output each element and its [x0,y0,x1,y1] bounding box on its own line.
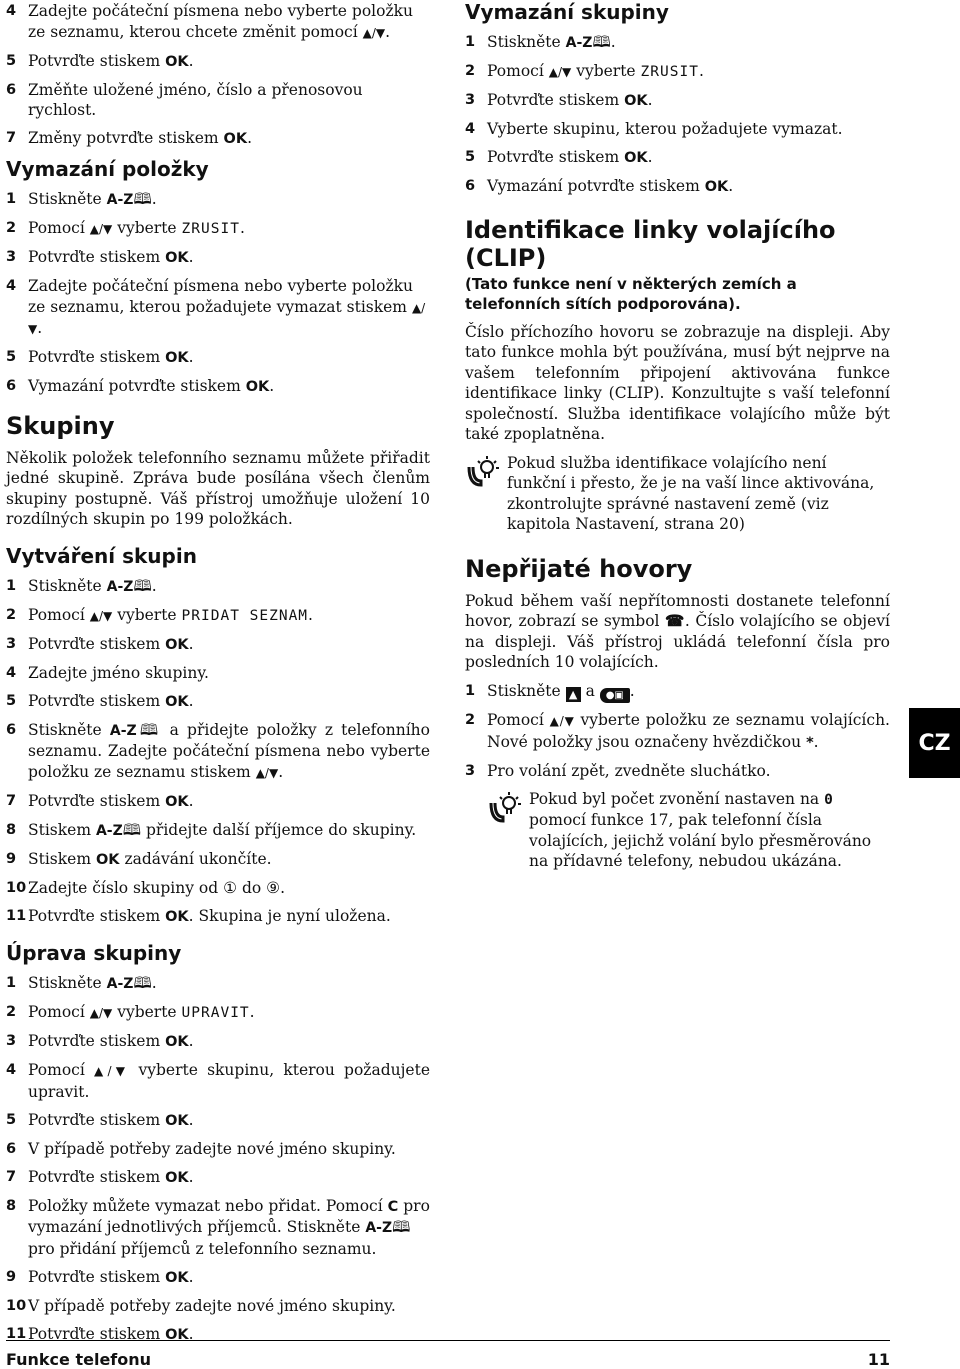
step-text-mid: pro vymazání jednotlivých příjemců. Stiskněte [28,1196,430,1236]
step-number: 3 [465,762,476,779]
book-icon: 🕮 [122,820,142,839]
footer-divider [6,1340,890,1341]
book-icon: 🕮 [592,33,611,51]
star-key: * [806,734,814,751]
tip-text: Pokud služba identifikace volajícího není funkční i přesto, že je na vaší lince aktivována, zkontrolujte správné nastavení země (viz kapitola Nastavení, strana 20) [507,453,875,533]
step-text-end: . [610,33,616,51]
step-text-end: . [280,878,286,897]
ok-key: OK [165,53,189,70]
step-text: Pomocí [28,1003,85,1021]
step-text-end: . [385,22,391,41]
step-intro-6 [6,80,430,121]
step-text-mid: vyberte [117,1003,177,1021]
step-number: 10 [6,879,27,896]
step-text: Zadejte počáteční písmena nebo vyberte položku ze seznamu, kterou požadujete vymazat stiskem [28,277,413,316]
step-number: 6 [6,1140,17,1157]
step-text: Zadejte počáteční písmena nebo vyberte položku ze seznamu, kterou chcete změnit pomocí [28,2,413,41]
step-number: 3 [6,1033,17,1049]
step-number: 2 [6,220,17,236]
lcd-zero: 0 [824,791,834,808]
step-text: Stiskněte [487,681,561,700]
step-delgroup-3 [465,90,890,112]
step-number: 1 [465,34,476,50]
step-text: V případě potřeby zadejte nové jméno skupiny. [28,1296,396,1315]
ok-key: OK [624,150,648,166]
step-edit-6 [6,1139,430,1160]
step-create-4 [6,663,430,684]
step-text-end: . [247,129,253,147]
step-text: Změny potvrďte stiskem [28,129,219,147]
ok-key: OK [245,379,270,395]
az-phonebook-key: A-Z [106,578,134,595]
missed-calls-tip [487,789,890,872]
clip-subtitle: (Tato funkce není v některých zemích a telefonních sítích podporována). [465,274,797,313]
step-text: Zadejte jméno skupiny. [28,663,209,682]
right-column [465,0,890,884]
step-text: Pomocí [28,605,85,624]
book-icon: 🕮 [392,1218,411,1236]
up-arrow-key-icon: ▲ [566,687,581,702]
step-text-end: . [188,1267,194,1286]
key-nine-icon: ⑨ [266,878,281,897]
step-text-end: . [188,791,194,810]
step-text: Potvrďte stiskem [28,691,161,710]
groups-description: Několik položek telefonního seznamu můžete přiřadit jedné skupině. Zpráva bude posílána všech členům skupiny postupně. Váš přístroj umožňuje uložení 10 rozdílných skupin po 199 položkách. [6,448,430,528]
step-text: Potvrďte stiskem [28,51,161,70]
step-create-2 [6,605,430,627]
up-down-arrows-icon: ▲/▼ [89,222,113,236]
ok-key: OK [704,179,729,195]
up-down-arrows-icon: ▲/▼ [549,714,575,728]
ok-key: OK [223,131,248,147]
step-missed-2 [465,710,890,753]
step-number: 6 [6,81,17,98]
lcd-text: ZRUSIT [640,64,699,80]
step-text: Potvrďte stiskem [28,348,161,366]
step-text-end: . [188,248,194,266]
ok-key: OK [165,908,189,925]
ok-key: OK [165,793,189,810]
lcd-text: PRIDAT SEZNAM [181,607,309,624]
step-text: Stiskněte [487,33,561,51]
step-edit-3 [6,1031,430,1053]
clip-tip [465,453,890,535]
step-text: Pomocí [28,219,85,237]
step-text: Stiskněte [28,190,102,208]
section-title-edit-group: Úprava skupiny [6,941,182,965]
step-number: 3 [465,92,476,108]
step-text-end: . [37,319,43,337]
missed-calls-description [465,591,890,673]
step-text: Zadejte číslo skupiny od [28,878,219,897]
step-text-end: . [278,762,284,781]
step-text: Změňte uložené jméno, číslo a přenosovou rychlost. [28,80,363,119]
step-number: 4 [6,664,17,681]
book-icon: 🕮 [136,720,162,739]
step-text-end: zadávání ukončíte. [124,849,272,868]
ok-key: OK [624,93,648,109]
ok-key: OK [165,693,189,710]
step-text: Potvrďte stiskem [487,148,620,166]
step-text: Vymazání potvrďte stiskem [28,377,241,395]
step-text: Položky můžete vymazat nebo přidat. Pomocí [28,1196,383,1215]
step-text-mid: a [585,681,595,700]
key-one-icon: ① [223,878,238,897]
c-key: C [387,1198,399,1215]
step-text: Potvrďte stiskem [28,1324,161,1343]
step-create-11 [6,906,430,928]
step-text-end: . [629,681,635,700]
step-text-end: . [188,1167,194,1186]
step-text-end: vyberte skupinu, kterou požadujete upravit. [28,1061,431,1101]
step-number: 3 [6,635,17,652]
step-text-end: . [151,974,157,992]
step-text-end: . [308,605,313,624]
step-delgroup-4 [465,119,890,140]
step-number: 7 [6,792,17,809]
step-number: 5 [6,692,17,709]
step-edit-5 [6,1110,430,1132]
missed-call-symbol-icon: ☎ [665,611,685,630]
ok-key: OK [165,1112,189,1129]
step-edit-2 [6,1002,430,1024]
step-text-end: . [188,1110,194,1129]
az-phonebook-key: A-Z [565,35,593,51]
step-text: Pomocí [487,711,544,729]
step-number: 2 [6,1004,17,1020]
book-icon: 🕮 [133,190,152,208]
step-text-end: . [698,62,704,80]
step-text-mid: do [241,878,262,897]
up-down-arrows-icon: ▲/▼ [28,300,426,336]
section-title-missed-calls: Nepřijaté hovory [465,554,693,583]
step-number: 6 [6,378,17,394]
step-text-end: . [151,190,157,208]
step-text-end: . [151,576,157,595]
step-number: 5 [6,1111,17,1128]
step-number: 4 [6,3,17,19]
body-text-end: . Číslo volajícího se objeví na displeji. Váš přístroj ukládá telefonní čísla pro posledních 10 volajících. [465,612,890,671]
lightbulb-hint-icon [465,453,501,489]
step-delete-5 [6,347,430,369]
step-intro-4 [6,1,430,43]
ok-key: OK [165,1034,189,1050]
step-text: Potvrďte stiskem [28,248,161,266]
book-icon: 🕮 [133,576,152,595]
az-phonebook-key: A-Z [106,192,134,208]
up-down-arrows-icon: ▲/▼ [94,1064,130,1078]
step-text-end: . [188,634,194,653]
az-phonebook-key: A-Z [109,722,137,739]
az-phonebook-key: A-Z [365,1220,393,1236]
step-number: 1 [6,191,17,207]
step-text-end: . [188,348,194,366]
step-text-mid: vyberte položku ze seznamu volajících. Nové položky jsou označeny hvězdičkou [487,711,890,751]
step-text: Potvrďte stiskem [28,1032,161,1050]
step-create-8 [6,820,430,842]
step-text: Potvrďte stiskem [28,1267,161,1286]
step-number: 5 [465,149,476,165]
step-edit-1 [6,973,430,995]
step-text: Stiskem [28,820,92,839]
step-text: Stiskněte [28,974,102,992]
step-missed-1 [465,681,890,703]
step-text-end: . [188,1324,194,1343]
step-text-mid: vyberte [117,219,177,237]
step-number: 5 [6,52,17,69]
language-tab-cz [909,708,960,778]
step-text: Potvrďte stiskem [487,91,620,109]
step-text-end: přidejte další příjemce do skupiny. [145,820,417,839]
step-text: Potvrďte stiskem [28,906,161,925]
step-number: 5 [6,349,17,365]
step-delete-2 [6,218,430,240]
step-number: 8 [6,1197,17,1214]
step-text: Pomocí [487,62,544,80]
section-title-delete-group: Vymazání skupiny [465,0,669,24]
clip-description: Číslo příchozího hovoru se zobrazuje na displeji. Aby tato funkce mohla být používána, musí být nejprve na vašem telefonním připojení aktivována funkce identifikace linky (CLIP). Konzultujte s vaší telefonní společností. Služba identifikace volajícího může být také zpoplatněna. [465,322,890,443]
step-delete-1 [6,189,430,211]
step-number: 3 [6,249,17,265]
step-delete-6 [6,376,430,398]
step-text: Potvrďte stiskem [28,791,161,810]
ok-key: OK [165,1169,189,1186]
step-number: 11 [6,1325,27,1342]
footer-chapter-title: Funkce telefonu [6,1350,152,1369]
section-title-groups: Skupiny [6,411,115,440]
step-create-10 [6,878,430,899]
step-number: 1 [6,975,17,991]
az-phonebook-key: A-Z [95,822,123,839]
step-number: 2 [465,712,476,728]
book-icon: 🕮 [133,974,152,992]
step-text-end: . [269,377,275,395]
step-create-6 [6,720,430,784]
step-text-end: . [647,148,653,166]
ok-key: OK [165,350,189,366]
up-down-arrows-icon: ▲/▼ [89,1006,113,1020]
ok-key: OK [165,1326,189,1343]
step-edit-8 [6,1196,430,1260]
step-intro-5 [6,51,430,73]
tip-text: Pokud byl počet zvonění nastaven na [529,789,820,808]
call-list-key-icon: ●▣ [600,688,630,703]
step-text-end: . [188,51,194,70]
step-text-end: . [813,732,819,751]
step-text-end: . [647,91,653,109]
section-title-delete-entry: Vymazání položky [6,157,209,181]
step-text: Pro volání zpět, zvedněte sluchátko. [487,761,771,780]
page-number: 11 [867,1350,890,1369]
ok-key: OK [95,851,120,868]
step-delete-4 [6,276,430,340]
up-down-arrows-icon: ▲/▼ [548,65,572,79]
step-number: 2 [465,63,476,79]
lightbulb-hint-icon [487,789,523,825]
ok-key: OK [165,636,189,653]
step-delete-3 [6,247,430,269]
step-number: 4 [6,1062,17,1078]
step-text: Potvrďte stiskem [28,1167,161,1186]
tip-text-end: pomocí funkce 17, pak telefonní čísla volajících, jejichž volání bylo přesměrováno na přídavné telefony, nebudou ukázána. [529,811,872,870]
step-edit-7 [6,1167,430,1189]
step-text-end: . [728,177,734,195]
step-create-1 [6,576,430,598]
step-delgroup-1 [465,32,890,54]
step-number: 4 [6,278,17,294]
ok-key: OK [165,1269,189,1286]
step-delgroup-5 [465,147,890,169]
step-create-7 [6,791,430,813]
step-delgroup-2 [465,61,890,83]
step-number: 8 [6,821,17,838]
step-text: Potvrďte stiskem [28,634,161,653]
step-edit-9 [6,1267,430,1289]
step-number: 7 [6,130,17,146]
step-text: Stiskněte [28,576,102,595]
step-number: 9 [6,850,17,867]
step-edit-10 [6,1296,430,1317]
section-title-clip: Identifikace linky volajícího (CLIP) [465,215,836,272]
step-text-end: . [239,219,245,237]
step-text: Stiskem [28,849,92,868]
step-text-end: . Skupina je nyní uložena. [188,906,391,925]
up-down-arrows-icon: ▲/▼ [362,25,386,40]
step-delgroup-6 [465,176,890,198]
step-text: Pomocí [28,1061,85,1079]
lcd-text: ZRUSIT [181,221,240,237]
step-text-mid: vyberte [117,605,177,624]
step-text-end: . [249,1003,255,1021]
step-text: Potvrďte stiskem [28,1110,161,1129]
up-down-arrows-icon: ▲/▼ [89,608,113,623]
step-number: 9 [6,1268,17,1285]
step-number: 1 [465,682,476,699]
step-create-3 [6,634,430,656]
language-tab-label: CZ [918,730,951,756]
step-text: Vymazání potvrďte stiskem [487,177,700,195]
step-text: Vyberte skupinu, kterou požadujete vymazat. [487,120,843,138]
step-text-end: pro přidání příjemců z telefonního seznamu. [28,1239,377,1258]
step-number: 4 [465,121,476,137]
step-edit-11 [6,1324,430,1346]
step-create-5 [6,691,430,713]
step-number: 2 [6,606,17,623]
step-number: 11 [6,907,27,924]
step-text-end: . [188,691,194,710]
step-missed-3 [465,761,890,782]
left-column [6,0,430,1353]
step-number: 6 [465,178,476,194]
step-number: 6 [6,721,17,738]
step-number: 10 [6,1297,27,1314]
step-text: Stiskněte [28,720,102,739]
step-text: V případě potřeby zadejte nové jméno skupiny. [28,1139,396,1158]
ok-key: OK [165,250,189,266]
step-text-end: . [188,1032,194,1050]
up-down-arrows-icon: ▲/▼ [255,765,279,780]
step-text-mid: a přidejte položky z telefonního seznamu. Zadejte počáteční písmena nebo vyberte položku ze seznamu stiskem [28,720,430,781]
section-title-create-group: Vytváření skupin [6,543,197,568]
step-number: 1 [6,577,17,594]
lcd-text: UPRAVIT [181,1005,250,1021]
step-number: 7 [6,1168,17,1185]
step-intro-7 [6,128,430,150]
step-text-mid: vyberte [576,62,636,80]
step-edit-4 [6,1060,430,1102]
az-phonebook-key: A-Z [106,976,134,992]
body-text: Pokud během vaší nepřítomnosti dostanete telefonní hovor, zobrazí se symbol [465,591,890,630]
step-create-9 [6,849,430,871]
